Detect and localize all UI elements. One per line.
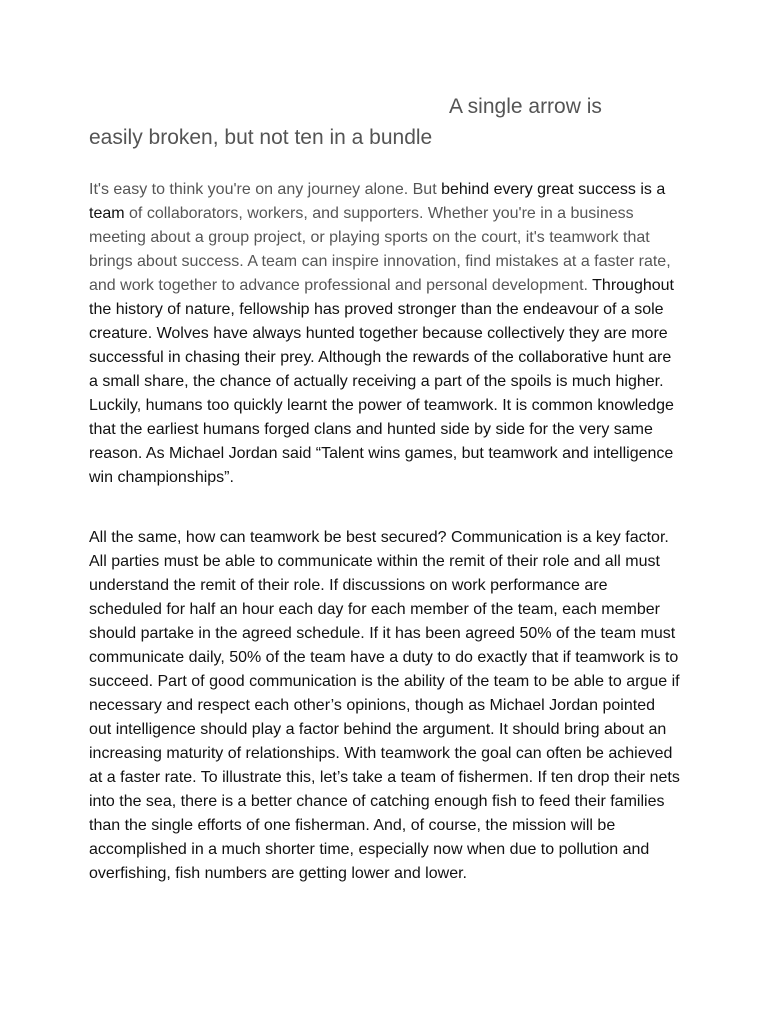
title-line-2: easily broken, but not ten in a bundle	[89, 126, 433, 149]
document-title	[89, 91, 689, 153]
paragraph-1	[89, 178, 681, 490]
para1-middle: of collaborators, workers, and supporters. Whether you're in a business meeting about a group project, or playing sports on the court, it's teamwork that brings about success. A team can inspire innovation, find mistakes at a faster rate, and work together to advance professional and personal development.	[89, 205, 671, 294]
para1-history: Throughout the history of nature, fellowship has proved stronger than the endeavour of a sole creature. Wolves have always hunted together because collectively they are more successful in chasing their prey. Although the rewards of the collaborative hunt are a small share, the chance of actually receiving a part of the spoils is much higher. Luckily, humans too quickly learnt the power of teamwork. It is common knowledge that the earliest humans forged clans and hunted side by side for the very same reason. As Michael Jordan said “Talent wins games, but teamwork and intelligence win championships”.	[89, 277, 674, 486]
para1-emphasis: behind every great success is a team	[89, 181, 666, 222]
title-line-1: A single arrow is	[449, 95, 602, 118]
paragraph-2: All the same, how can teamwork be best secured? Communication is a key factor. All parties must be able to communicate within the remit of their role and all must understand the remit of their role. If discussions on work performance are scheduled for half an hour each day for each member of the team, each member should partake in the agreed schedule. If it has been agreed 50% of the team must communicate daily, 50% of the team have a duty to do exactly that if teamwork is to succeed. Part of good communication is the ability of the team to be able to argue if necessary and respect each other’s opinions, though as Michael Jordan pointed out intelligence should play a factor behind the argument. It should bring about an increasing maturity of relationships. With teamwork the goal can often be achieved at a faster rate. To illustrate this, let’s take a team of fishermen. If ten drop their nets into the sea, there is a better chance of catching enough fish to feed their families than the single efforts of one fisherman. And, of course, the mission will be accomplished in a much shorter time, especially now when due to pollution and overfishing, fish numbers are getting lower and lower.	[89, 529, 680, 882]
para1-intro: It's easy to think you're on any journey alone. But	[89, 181, 442, 198]
